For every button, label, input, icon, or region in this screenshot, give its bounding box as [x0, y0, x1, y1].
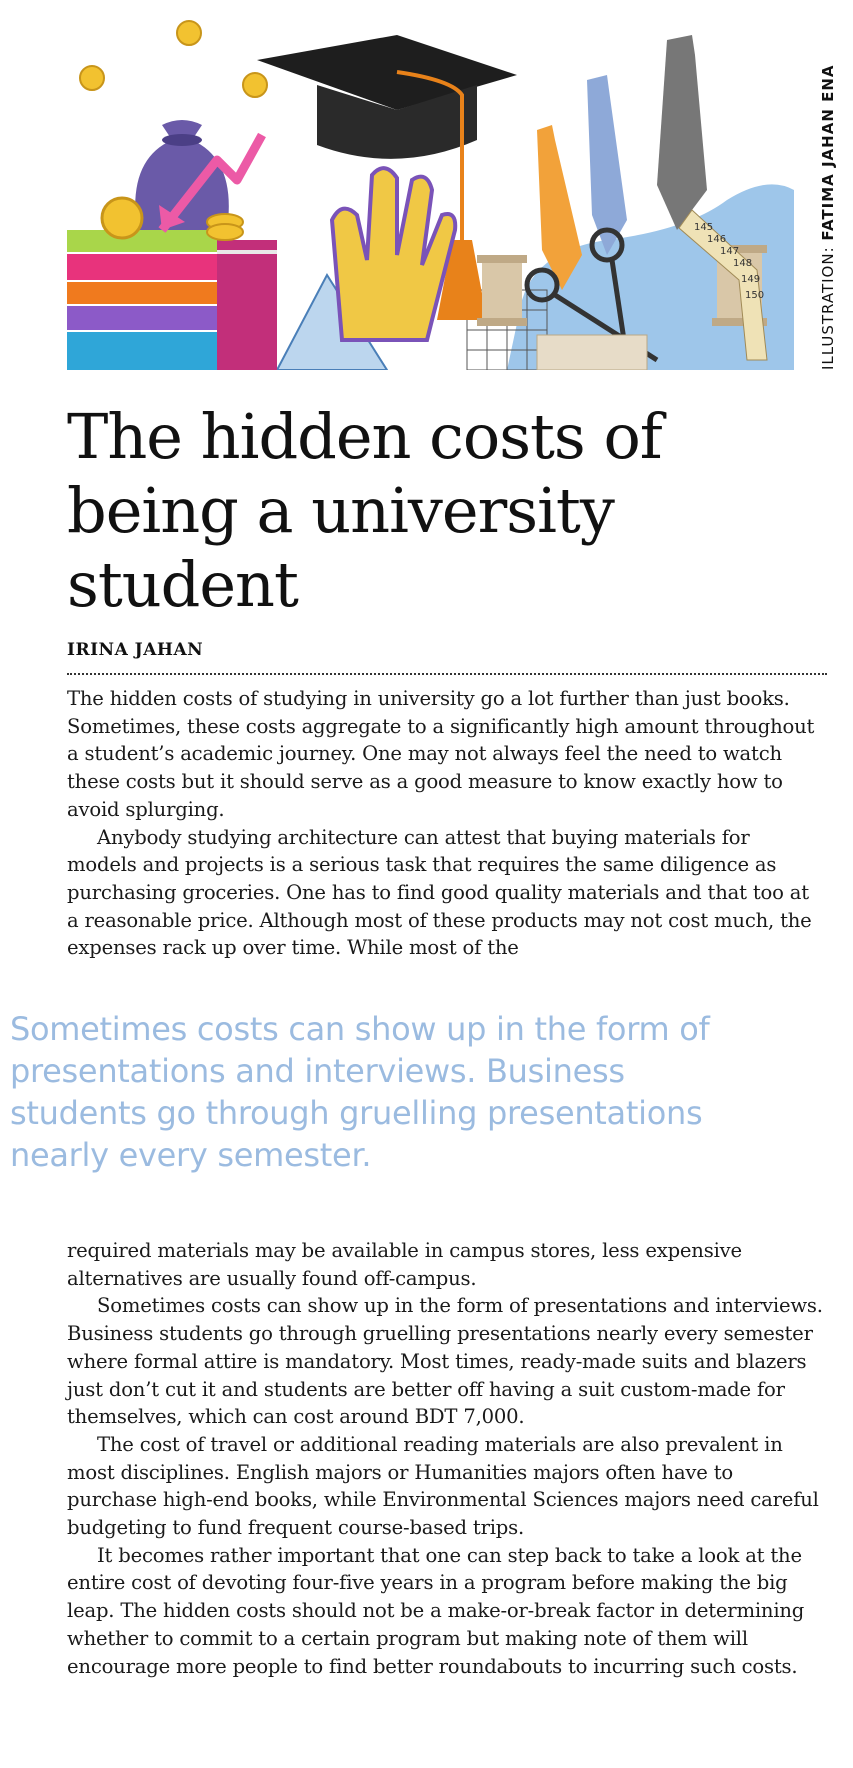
- pull-quote: Sometimes costs can show up in the form of presentations and interviews. Business students go through gruelling presentations nearly every semester.: [10, 1010, 710, 1174]
- money-bag-icon: [135, 120, 229, 230]
- illustration-credit: [815, 0, 841, 370]
- body-paragraph: It becomes rather important that one can step back to take a look at the entire cost of devoting four-five years in a program before making the big leap. The hidden costs should not be a make-or-break factor in determining whether to commit to a certain program but making note of them will encourage more people to find better roundabouts to incurring such costs.: [67, 1543, 805, 1678]
- article-headline: The hidden costs of being a university student: [67, 400, 662, 621]
- tape-mark: 145: [694, 222, 714, 233]
- header-illustration: [67, 0, 794, 370]
- body-paragraph: The hidden costs of studying in university go a lot further than just books. Sometimes, these costs aggregate to a significantly high amount throughout a student’s academic journey. One may not always feel the need to watch these costs but it should serve as a good measure to know exactly how to avoid splurging.: [67, 687, 815, 821]
- article-body-top: [67, 685, 825, 962]
- body-paragraph: required materials may be available in campus stores, less expensive alternatives are usually found off-campus.: [67, 1239, 742, 1290]
- tape-mark: 147: [720, 246, 740, 257]
- tape-mark: 149: [741, 274, 761, 285]
- tape-mark: 150: [745, 290, 765, 301]
- hand-icon: [332, 168, 455, 340]
- author-byline: IRINA JAHAN: [67, 640, 204, 660]
- tape-mark: 146: [707, 234, 727, 245]
- fabric-bundle-icon: [537, 335, 647, 370]
- credit-label: ILLUSTRATION:: [819, 246, 837, 370]
- body-paragraph: Anybody studying architecture can attest that buying materials for models and projects is a serious task that requires the same diligence as purchasing groceries. One has to find good quality materials and that too at a reasonable price. Although most of these products may not cost much, the expenses rack up over time. While most of the: [67, 825, 812, 960]
- book-stack-icon: [67, 230, 277, 370]
- credit-name: FATIMA JAHAN ENA: [819, 64, 837, 241]
- tape-mark: 148: [733, 258, 753, 269]
- body-paragraph: Sometimes costs can show up in the form of presentations and interviews. Business students go through gruelling presentations nearly every semester where formal attire is mandatory. Most times, ready-made suits and blazers just don’t cut it and students are better off having a suit custom-made for themselves, which can cost around BDT 7,000.: [67, 1294, 823, 1429]
- dotted-divider: [67, 673, 827, 675]
- article-body-bottom: [67, 1237, 825, 1680]
- body-paragraph: The cost of travel or additional reading materials are also prevalent in most disciplines. English majors or Humanities majors often have to purchase high-end books, while Environmental Sciences majors need careful budgeting to fund frequent course-based trips.: [67, 1432, 819, 1540]
